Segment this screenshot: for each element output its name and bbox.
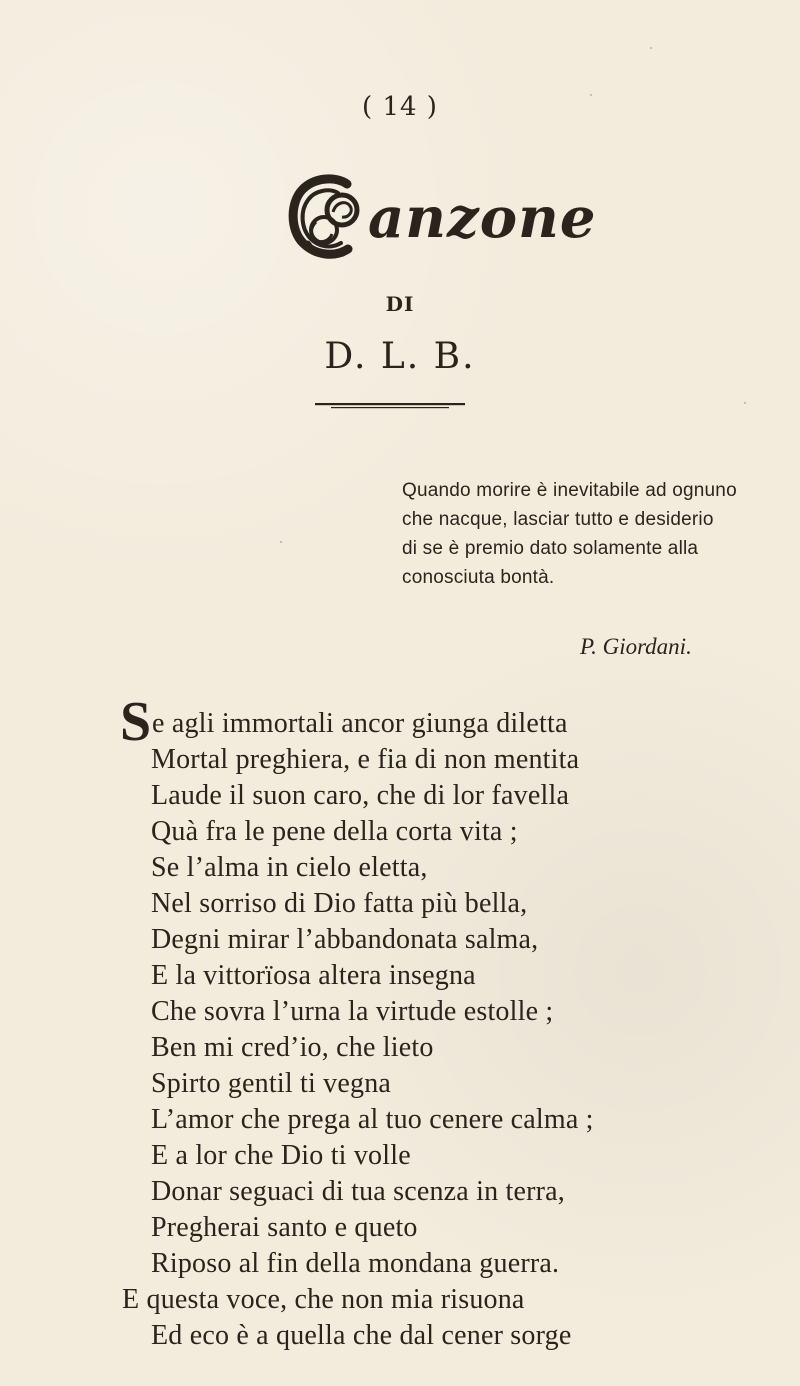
paper-speck bbox=[650, 47, 652, 49]
epigraph-line-4: conosciuta bontà. bbox=[402, 567, 555, 588]
poem-line-18: Ed eco è a quella che dal cener sorge bbox=[151, 1320, 572, 1351]
title-block bbox=[286, 172, 597, 268]
paper-speck bbox=[280, 541, 282, 543]
title-preposition: DI bbox=[385, 292, 415, 316]
poem-first-line-rest: e agli immortali ancor giunga diletta bbox=[152, 708, 568, 739]
poem-line-3: Laude il suon caro, che di lor favella bbox=[151, 780, 570, 811]
title-text: anzone bbox=[368, 185, 597, 251]
epigraph-attribution: P. Giordani. bbox=[580, 634, 692, 659]
poem-line-2: Mortal preghiera, e fia di non mentita bbox=[151, 744, 580, 775]
poem-line-15: Pregherai santo e queto bbox=[151, 1212, 418, 1243]
paper-speck bbox=[590, 94, 592, 96]
poem-line-14: Donar seguaci di tua scenza in terra, bbox=[151, 1176, 565, 1207]
epigraph-line-1: Quando morire è inevitabile ad ognuno bbox=[402, 480, 737, 501]
poem-text bbox=[0, 691, 800, 1354]
drop-cap: S bbox=[120, 691, 152, 753]
decorative-rule bbox=[315, 402, 465, 410]
ornamental-c-icon bbox=[286, 172, 368, 268]
paper-speck bbox=[744, 402, 746, 404]
poem-line-8: E la vittorïosa altera insegna bbox=[151, 960, 476, 991]
poem-line-11: Spirto gentil ti vegna bbox=[151, 1068, 392, 1099]
poem-line-7: Degni mirar l’abbandonata salma, bbox=[151, 924, 539, 955]
poem-line-16: Riposo al fin della mondana guerra. bbox=[151, 1248, 560, 1279]
poem-line-13: E a lor che Dio ti volle bbox=[151, 1140, 411, 1171]
poem-line-9: Che sovra l’urna la virtude estolle ; bbox=[151, 996, 554, 1027]
page-number: ( 14 ) bbox=[362, 92, 438, 122]
epigraph-line-3: di se è premio dato solamente alla bbox=[402, 538, 699, 559]
poem-line-17: E questa voce, che non mia risuona bbox=[122, 1284, 525, 1315]
epigraph-line-2: che nacque, lasciar tutto e desiderio bbox=[402, 509, 714, 530]
author-initials: D. L. B. bbox=[324, 336, 476, 377]
epigraph bbox=[402, 476, 762, 592]
poem-line-1 bbox=[0, 691, 800, 753]
poem-line-10: Ben mi cred’io, che lieto bbox=[151, 1032, 434, 1063]
poem-line-6: Nel sorriso di Dio fatta più bella, bbox=[151, 888, 528, 919]
poem-line-5: Se l’alma in cielo eletta, bbox=[151, 852, 428, 883]
poem-line-4: Quà fra le pene della corta vita ; bbox=[151, 816, 518, 847]
poem-line-12: L’amor che prega al tuo cenere calma ; bbox=[151, 1104, 594, 1135]
